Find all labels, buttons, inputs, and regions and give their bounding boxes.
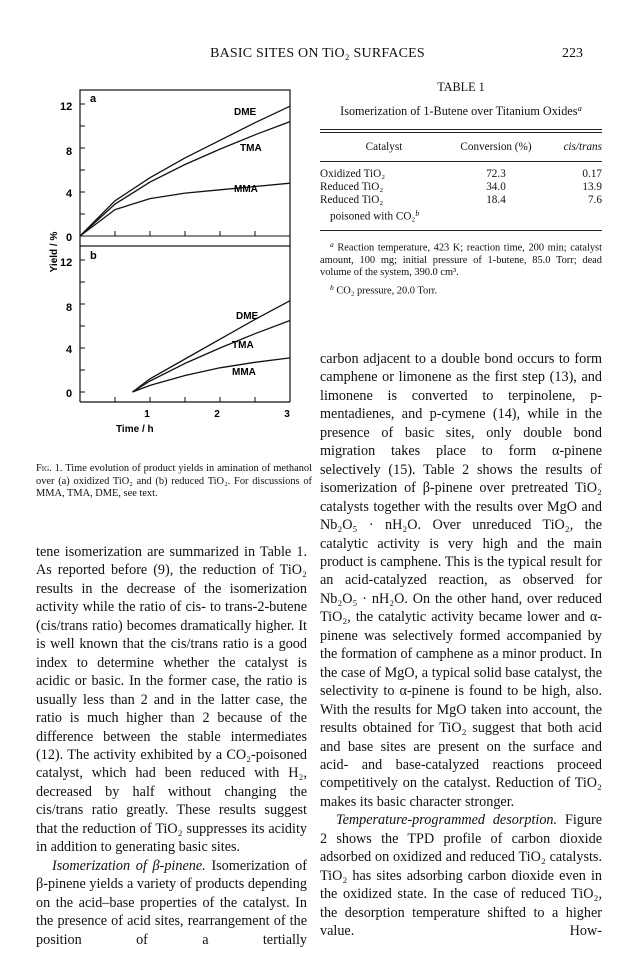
row3-cont-text: poisoned with CO₂: [330, 210, 416, 223]
x-tick-1: 1: [144, 409, 150, 420]
left-paragraph-1: tene isomerization are summarized in Table 1. As reported before (9), the reduction of TiO₂ results in the decrease of the isomerization activity while the ratio of cis- to trans-2-butene (cis/trans ratio) becomes dramatically higher. It is well known that the cis/trans ratio is a good index to determine whether the catalyst is acidic or basic. In the former case, the ratio is usually less than 2 and in the latter case, the ratio is much higher than 2 because of the difference between the stable intermediates (12). The activity exhibited by a CO₂-poisoned catalyst, which had been reduced with H₂, decreased by half without changing the cis/trans ratio greatly. These results suggest that the reduction of TiO₂ suppresses its acidity in addition to generating basic sites.: [36, 544, 307, 856]
table-row: [320, 181, 602, 194]
cell-conversion: 34.0: [486, 180, 506, 193]
footnote-b-text: CO₂ pressure, 20.0 Torr.: [333, 285, 438, 297]
page-number: 223: [562, 46, 583, 61]
panel-b: [60, 246, 290, 435]
running-title: BASIC SITES ON TiO₂ SURFACES: [210, 46, 425, 61]
running-header: [0, 46, 635, 66]
table-row-continuation: [320, 207, 602, 230]
panel-b-label-dme: DME: [236, 311, 259, 322]
series-line-a-mma: [80, 183, 290, 236]
panel-b-yticks: [80, 260, 85, 392]
col-header-catalyst: Catalyst: [365, 140, 403, 153]
table-title: TABLE 1: [437, 80, 485, 94]
caption-lead: Fig. 1.: [36, 463, 63, 474]
cell-catalyst: Reduced TiO₂: [320, 193, 384, 206]
figure-1: [36, 80, 306, 450]
panel-b-ytick-0: 0: [66, 388, 73, 400]
panel-a-label-dme: DME: [234, 107, 257, 118]
table-caption: [320, 103, 602, 119]
panel-b-series: [133, 301, 291, 392]
panel-b-label: b: [90, 250, 97, 262]
y-axis-label: Yield / %: [49, 231, 60, 273]
table-1: [320, 80, 602, 300]
right-paragraph-2-head: Temperature-programmed desorption.: [336, 812, 558, 829]
right-paragraph-2-body: Figure 2 shows the TPD profile of carbon dioxide adsorbed on oxidized and reduced TiO₂ catalysts. TiO₂ has sites adsorbing carbon dioxide even in the oxidized state. In the case of reduced TiO₂, the desorption temperature shifted to a higher value. How-: [320, 812, 602, 940]
table-caption-mark: a: [577, 103, 582, 113]
panel-b-label-tma: TMA: [232, 340, 254, 351]
table-footnotes: [320, 239, 602, 298]
figure-1-plot: [36, 80, 306, 450]
table-body: [320, 133, 602, 230]
right-paragraph-2: [320, 811, 602, 940]
right-paragraph-1: carbon adjacent to a double bond occurs to form camphene or limonene as the first step (13), and limonene is converted to terpinolene, p-mentadienes, and p-cymene (14), while in the presence of basic sites, only double bond migration takes place to form α-pinene selectively (15). Table 2 shows the results of isomerization of β-pinene over pretreated TiO₂ catalysts together with the results over MgO and Nb₂O₅ · nH₂O. Over unreduced TiO₂, the catalytic activity is very high and the main product is camphene. This is the typical result for an acid-catalyzed reaction, as observed for Nb₂O₅ · nH₂O. On the other hand, over reduced TiO₂, the catalytic activity became lower and α-pinene was selectively formed accompanied by the formation of camphene as a minor product. In the case of MgO, a typical solid base catalyst, the selectivity to α-pinene is found to be high, also. With the results for MgO taken into account, the results obtained for TiO₂ suggest that both acid and base sites are present on the surface and acid- and base-catalyzed reactions proceed competitively on the catalyst. Reduction of TiO₂ makes its basic character stronger.: [320, 351, 602, 810]
panel-b-label-mma: MMA: [232, 367, 256, 378]
right-column: [320, 350, 602, 941]
panel-b-ytick-8: 8: [66, 302, 73, 314]
cell-ratio: 0.17: [582, 167, 602, 180]
left-paragraph-2-head: Isomerization of β-pinene.: [52, 857, 206, 874]
series-line-a-dme: [80, 106, 290, 236]
panel-a-label-mma: MMA: [234, 184, 258, 195]
left-paragraph-2: [36, 857, 307, 949]
row3-mark: b: [415, 208, 420, 218]
left-column: [36, 543, 307, 949]
table-bottom-rule: [320, 230, 602, 231]
table-footnote-b: [320, 282, 602, 298]
series-line-b-tma: [133, 321, 291, 393]
panel-b-ytick-4: 4: [66, 344, 73, 356]
col-header-ratio: cis/trans: [563, 140, 602, 153]
left-paragraph-2-body: Isomerization of β-pinene yields a variety of products depending on the acid–base properties of the catalyst. In the presence of acid sites, rearrangement of the position of a tertially: [36, 857, 307, 948]
table-header-row: [320, 133, 602, 162]
panel-a-ytick-8: 8: [66, 146, 73, 158]
cell-ratio: 13.9: [582, 180, 602, 193]
table-top-rule: [320, 129, 602, 130]
panel-a-ytick-0: 0: [66, 232, 73, 244]
x-tick-2: 2: [214, 409, 220, 420]
table-footnote-a: [320, 239, 602, 280]
col-header-conversion: Conversion (%): [460, 140, 532, 153]
panel-b-xticks: [115, 397, 255, 402]
footnote-a-mark: a: [330, 239, 334, 249]
series-line-a-tma: [80, 122, 290, 236]
panel-a-ytick-12: 12: [60, 101, 73, 113]
table-caption-text: Isomerization of 1-Butene over Titanium Oxides: [340, 103, 578, 118]
panel-a-ytick-4: 4: [66, 188, 73, 200]
panel-a-series: [80, 106, 290, 236]
cell-catalyst-cont: [320, 207, 602, 230]
footnote-b-mark: b: [330, 282, 334, 292]
table-row: [320, 168, 602, 181]
cell-conversion: 18.4: [486, 193, 506, 206]
panel-a: [60, 90, 290, 246]
panel-a-label: a: [90, 93, 97, 105]
cell-catalyst: Reduced TiO₂: [320, 180, 384, 193]
footnote-a-text: Reaction temperature, 423 K; reaction time, 200 min; catalyst amount, 100 mg; initial pressure of 1-butene, 85.0 Torr; dead volume of the system, 390.0 cm³.: [320, 241, 602, 279]
cell-conversion: 72.3: [486, 167, 506, 180]
panel-b-ytick-12: 12: [60, 257, 73, 269]
panel-a-label-tma: TMA: [240, 143, 262, 154]
table-row: [320, 194, 602, 207]
x-tick-3: 3: [284, 409, 290, 420]
x-axis-label: Time / h: [116, 424, 154, 435]
panel-a-frame: [80, 90, 290, 246]
figure-caption: [36, 463, 312, 501]
caption-text: Time evolution of product yields in amination of methanol over (a) oxidized TiO₂ and (b) reduced TiO₂. For discussions of MMA, TMA, DME, see text.: [36, 463, 312, 500]
cell-catalyst: Oxidized TiO₂: [320, 167, 386, 180]
cell-ratio: 7.6: [588, 193, 602, 206]
